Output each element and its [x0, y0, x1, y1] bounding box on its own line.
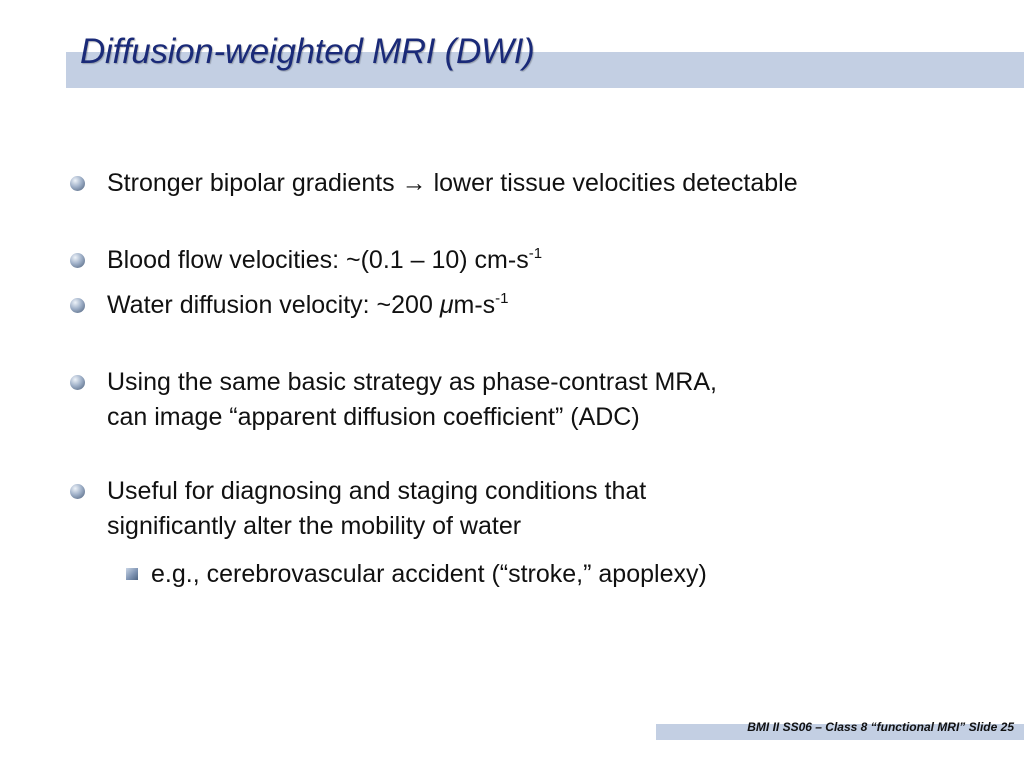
bullet-text-unit: m-s [453, 291, 496, 319]
bullet-blood-flow [107, 243, 542, 278]
bullet-dot-icon [70, 298, 85, 313]
mu-symbol: μ [439, 291, 454, 319]
bullet-dot-icon [70, 176, 85, 191]
bullet-text-line2: significantly alter the mobility of water [107, 512, 522, 540]
bullet-text: Water diffusion velocity: ~200 [107, 291, 440, 319]
sub-bullet-text: e.g., cerebrovascular accident (“stroke,” apoplexy) [151, 560, 707, 588]
sub-bullet-square-icon [126, 568, 138, 580]
bullet-diagnosing [107, 474, 646, 544]
superscript: -1 [528, 245, 543, 262]
bullet-dot-icon [70, 253, 85, 268]
bullet-dot-icon [70, 375, 85, 390]
bullet-text-line2: can image “apparent diffusion coefficient” (ADC) [107, 403, 640, 431]
bullet-gradients [107, 166, 798, 201]
bullet-text-line1: Using the same basic strategy as phase-contrast MRA, [107, 368, 717, 396]
slide-footer: BMI II SS06 – Class 8 “functional MRI” Slide 25 [747, 720, 1014, 734]
bullet-text: Blood flow velocities: ~(0.1 – 10) cm-s [107, 246, 529, 274]
bullet-text: Stronger bipolar gradients → lower tissue velocities detectable [107, 169, 798, 197]
superscript: -1 [495, 290, 509, 307]
bullet-water-diffusion [107, 288, 509, 323]
sub-bullet-stroke [151, 557, 707, 592]
slide-title: Diffusion-weighted MRI (DWI) [80, 32, 535, 71]
bullet-dot-icon [70, 484, 85, 499]
bullet-text-line1: Useful for diagnosing and staging conditions that [107, 477, 647, 505]
bullet-adc [107, 365, 717, 435]
